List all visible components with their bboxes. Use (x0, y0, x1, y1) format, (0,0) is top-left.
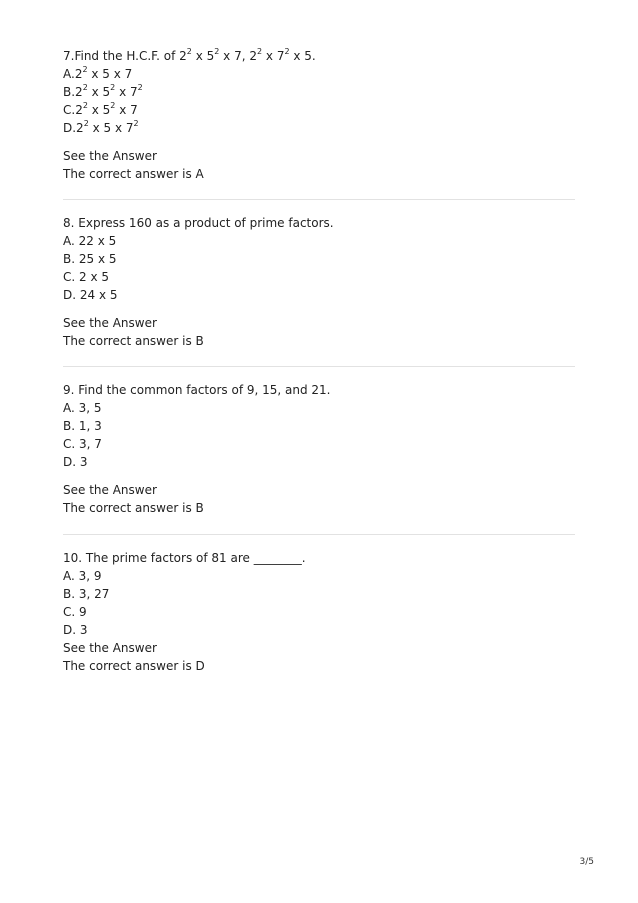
question-10-text: 10. The prime factors of 81 are ________. (63, 551, 306, 565)
question-7-option-d: $D.2^2$ x 5 x $7^2$ (63, 119, 139, 135)
question-10-option-c: C. 9 (63, 605, 87, 619)
superscript-exponent: 2 (137, 83, 143, 92)
divider (63, 534, 575, 535)
superscript-exponent: 2 (83, 119, 89, 128)
question-8-option-b: B. 25 x 5 (63, 252, 117, 266)
question-8-answer: The correct answer is B (63, 334, 204, 348)
superscript-exponent: 2 (257, 47, 263, 56)
superscript-exponent: 2 (82, 65, 88, 74)
question-9-option-c: C. 3, 7 (63, 437, 102, 451)
superscript-exponent: 2 (110, 101, 116, 110)
question-8-option-a: A. 22 x 5 (63, 234, 117, 248)
superscript-exponent: 2 (284, 47, 290, 56)
question-7-see-answer-link[interactable]: See the Answer (63, 149, 157, 163)
divider (63, 366, 575, 367)
question-10 (63, 549, 575, 675)
question-7-option-c: $C.2^2$ x $5^2$ x 7 (63, 101, 138, 117)
question-7-answer: The correct answer is A (63, 167, 204, 181)
question-9-option-a: A. 3, 5 (63, 401, 102, 415)
superscript-exponent: 2 (110, 83, 116, 92)
question-9-option-d: D. 3 (63, 455, 88, 469)
question-8-see-answer-link[interactable]: See the Answer (63, 316, 157, 330)
question-7-option-a: $A.2^2$ x 5 x 7 (63, 65, 133, 81)
question-7 (63, 47, 575, 183)
question-10-option-a: A. 3, 9 (63, 569, 102, 583)
question-8-text: 8. Express 160 as a product of prime factors. (63, 216, 334, 230)
question-10-answer: The correct answer is D (63, 659, 205, 673)
question-8 (63, 214, 575, 350)
question-7-option-b: $B.2^2$ x $5^2$ x $7^2$ (63, 83, 143, 99)
superscript-exponent: 2 (133, 119, 139, 128)
question-10-option-b: B. 3, 27 (63, 587, 110, 601)
superscript-exponent: 2 (186, 47, 192, 56)
question-8-option-d: D. 24 x 5 (63, 288, 118, 302)
superscript-exponent: 2 (82, 101, 88, 110)
page-number: 3/5 (579, 857, 594, 867)
question-7-text: 7.Find the H.C.F. of $2^2$ x $5^2$ x 7, $2^2$ x $7^2$ x 5. (63, 47, 316, 63)
question-10-option-d: D. 3 (63, 623, 88, 637)
question-9-option-b: B. 1, 3 (63, 419, 102, 433)
divider (63, 199, 575, 200)
question-9-answer: The correct answer is B (63, 501, 204, 515)
question-9-text: 9. Find the common factors of 9, 15, and 21. (63, 383, 331, 397)
superscript-exponent: 2 (82, 83, 88, 92)
question-9-see-answer-link[interactable]: See the Answer (63, 483, 157, 497)
question-9 (63, 381, 575, 517)
question-8-option-c: C. 2 x 5 (63, 270, 110, 284)
question-10-see-answer-link[interactable]: See the Answer (63, 641, 157, 655)
superscript-exponent: 2 (214, 47, 220, 56)
